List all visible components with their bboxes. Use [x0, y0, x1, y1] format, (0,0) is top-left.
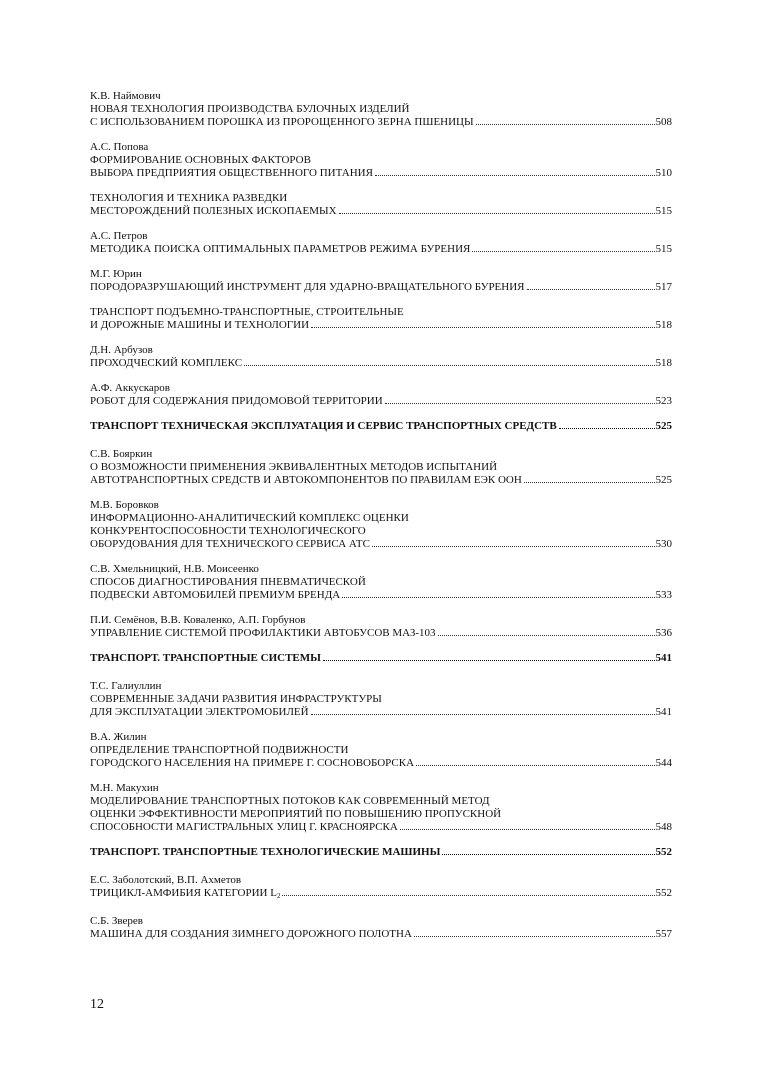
- entry-page-number: 510: [655, 167, 672, 179]
- entry-title-line: [90, 205, 337, 218]
- entry-title-line: [90, 706, 309, 719]
- entry-title-line: НОВАЯ ТЕХНОЛОГИЯ ПРОИЗВОДСТВА БУЛОЧНЫХ ИЗДЕЛИЙ: [90, 103, 410, 115]
- entry-title-row: [90, 652, 672, 665]
- entry-title-line: [90, 395, 383, 408]
- entry-title-row: [90, 846, 672, 859]
- entry-title-line: [90, 420, 557, 433]
- entry-author: С.В. Бояркин: [90, 448, 153, 460]
- dot-leader: [476, 124, 655, 125]
- entry-title-line: [90, 887, 280, 903]
- entry-title-text: РОБОТ ДЛЯ СОДЕРЖАНИЯ ПРИДОМОВОЙ ТЕРРИТОРИИ: [90, 395, 383, 407]
- entry-title-line: ИНФОРМАЦИОННО-АНАЛИТИЧЕСКИЙ КОМПЛЕКС ОЦЕНКИ: [90, 512, 409, 524]
- entry-title-text: МАШИНА ДЛЯ СОЗДАНИЯ ЗИМНЕГО ДОРОЖНОГО ПОЛОТНА: [90, 928, 412, 940]
- entry-page-number: 508: [655, 116, 672, 128]
- entry-page-number: 525: [655, 474, 672, 486]
- toc-entry: [90, 268, 672, 294]
- entry-page-number: 557: [655, 928, 672, 940]
- entry-author: А.С. Петров: [90, 230, 148, 242]
- entry-title-line: [90, 357, 242, 370]
- entry-page-number: 552: [655, 846, 672, 858]
- toc-section-heading: [90, 652, 672, 665]
- entry-page-number: 530: [655, 538, 672, 550]
- entry-title-row: [90, 589, 672, 602]
- entry-title-row: [90, 474, 672, 487]
- toc-entry: [90, 499, 672, 551]
- table-of-contents: [90, 90, 672, 953]
- entry-title-line: [90, 757, 414, 770]
- entry-page-number: 525: [655, 420, 672, 432]
- entry-title-line: ТРАНСПОРТ ПОДЪЕМНО-ТРАНСПОРТНЫЕ, СТРОИТЕЛЬНЫЕ: [90, 306, 404, 318]
- dot-leader: [400, 829, 655, 830]
- entry-title-text: ПРОХОДЧЕСКИЙ КОМПЛЕКС: [90, 357, 243, 369]
- toc-entry: [90, 141, 672, 180]
- toc-entry: [90, 344, 672, 370]
- dot-leader: [372, 546, 655, 547]
- entry-title-text: ПОДВЕСКИ АВТОМОБИЛЕЙ ПРЕМИУМ БРЕНДА: [90, 589, 341, 601]
- entry-title-line: [90, 589, 340, 602]
- entry-title-line: [90, 474, 522, 487]
- entry-title-text: МЕСТОРОЖДЕНИЙ ПОЛЕЗНЫХ ИСКОПАЕМЫХ: [90, 205, 337, 217]
- entry-title-row: [90, 706, 672, 719]
- entry-title-line: КОНКУРЕНТОСПОСОБНОСТИ ТЕХНОЛОГИЧЕСКОГО: [90, 525, 366, 537]
- toc-entry: [90, 382, 672, 408]
- entry-author: Т.С. Галиуллин: [90, 680, 162, 692]
- entry-author: Е.С. Заболотский, В.П. Ахметов: [90, 874, 242, 886]
- dot-leader: [342, 597, 654, 598]
- entry-title-text: ОБОРУДОВАНИЯ ДЛЯ ТЕХНИЧЕСКОГО СЕРВИСА АТС: [90, 538, 370, 550]
- dot-leader: [282, 895, 654, 896]
- entry-title-row: [90, 821, 672, 834]
- dot-leader: [438, 635, 655, 636]
- entry-title-line: [90, 821, 398, 834]
- toc-entry: [90, 614, 672, 640]
- entry-title-line: [90, 116, 474, 129]
- entry-page-number: 523: [655, 395, 672, 407]
- toc-entry: [90, 874, 672, 903]
- entry-author: М.Г. Юрин: [90, 268, 142, 280]
- entry-author: С.Б. Зверев: [90, 915, 144, 927]
- toc-entry: [90, 90, 672, 129]
- entry-title-row: [90, 243, 672, 256]
- entry-author: А.С. Попова: [90, 141, 149, 153]
- entry-title-text: УПРАВЛЕНИЕ СИСТЕМОЙ ПРОФИЛАКТИКИ АВТОБУСОВ МАЗ-103: [90, 627, 436, 639]
- toc-entry: [90, 731, 672, 770]
- entry-author: М.В. Боровков: [90, 499, 159, 511]
- entry-page-number: 552: [655, 887, 672, 899]
- entry-title-row: [90, 928, 672, 941]
- dot-leader: [339, 213, 655, 214]
- entry-title-line: [90, 167, 373, 180]
- entry-title-text: ПОРОДОРАЗРУШАЮЩИЙ ИНСТРУМЕНТ ДЛЯ УДАРНО-ВРАЩАТЕЛЬНОГО БУРЕНИЯ: [90, 281, 525, 293]
- toc-entry: [90, 230, 672, 256]
- entry-author: С.В. Хмельницкий, Н.В. Моисеенко: [90, 563, 259, 575]
- entry-author: В.А. Жилин: [90, 731, 147, 743]
- entry-title-text: ТРАНСПОРТ. ТРАНСПОРТНЫЕ СИСТЕМЫ: [90, 652, 321, 664]
- entry-title-text: ТРАНСПОРТ ТЕХНИЧЕСКАЯ ЭКСПЛУАТАЦИЯ И СЕРВИС ТРАНСПОРТНЫХ СРЕДСТВ: [90, 420, 557, 432]
- dot-leader: [527, 289, 655, 290]
- entry-title-row: [90, 420, 672, 433]
- toc-entry: [90, 915, 672, 941]
- entry-title-line: ФОРМИРОВАНИЕ ОСНОВНЫХ ФАКТОРОВ: [90, 154, 311, 166]
- entry-title-text: СПОСОБНОСТИ МАГИСТРАЛЬНЫХ УЛИЦ Г. КРАСНОЯРСКА: [90, 821, 398, 833]
- dot-leader: [375, 175, 655, 176]
- entry-title-row: [90, 538, 672, 551]
- toc-entry: [90, 782, 672, 834]
- toc-entry: [90, 192, 672, 218]
- entry-page-number: 548: [655, 821, 672, 833]
- entry-title-text: АВТОТРАНСПОРТНЫХ СРЕДСТВ И АВТОКОМПОНЕНТОВ ПО ПРАВИЛАМ ЕЭК ООН: [90, 474, 522, 486]
- entry-title-line: СПОСОБ ДИАГНОСТИРОВАНИЯ ПНЕВМАТИЧЕСКОЙ: [90, 576, 366, 588]
- dot-leader: [524, 482, 655, 483]
- entry-title-text: ТРИЦИКЛ-АМФИБИЯ КАТЕГОРИИ L: [90, 887, 277, 899]
- entry-title-line: ТЕХНОЛОГИЯ И ТЕХНИКА РАЗВЕДКИ: [90, 192, 288, 204]
- entry-title-row: [90, 281, 672, 294]
- entry-title-text: С ИСПОЛЬЗОВАНИЕМ ПОРОШКА ИЗ ПРОРОЩЕННОГО ЗЕРНА ПШЕНИЦЫ: [90, 116, 474, 128]
- entry-page-number: 518: [655, 357, 672, 369]
- entry-title-text: ВЫБОРА ПРЕДПРИЯТИЯ ОБЩЕСТВЕННОГО ПИТАНИЯ: [90, 167, 373, 179]
- entry-page-number: 536: [655, 627, 672, 639]
- entry-title-subscript: 2: [276, 892, 281, 900]
- entry-title-line: [90, 627, 436, 640]
- entry-title-line: О ВОЗМОЖНОСТИ ПРИМЕНЕНИЯ ЭКВИВАЛЕНТНЫХ МЕТОДОВ ИСПЫТАНИЙ: [90, 461, 498, 473]
- toc-section-heading: [90, 420, 672, 433]
- dot-leader: [416, 765, 654, 766]
- entry-title-line: [90, 538, 370, 551]
- entry-author: П.И. Семёнов, В.В. Коваленко, А.П. Горбунов: [90, 614, 306, 626]
- entry-title-row: [90, 395, 672, 408]
- entry-title-line: [90, 928, 412, 941]
- toc-entry: [90, 563, 672, 602]
- entry-page-number: 533: [655, 589, 672, 601]
- entry-title-row: [90, 357, 672, 370]
- toc-entry: [90, 680, 672, 719]
- dot-leader: [311, 714, 655, 715]
- entry-page-number: 515: [655, 205, 672, 217]
- entry-page-number: 544: [655, 757, 672, 769]
- entry-title-line: [90, 281, 525, 294]
- entry-title-line: [90, 846, 440, 859]
- entry-title-line: [90, 243, 470, 256]
- dot-leader: [244, 365, 654, 366]
- dot-leader: [442, 854, 654, 855]
- dot-leader: [323, 660, 655, 661]
- toc-section-heading: [90, 846, 672, 859]
- entry-page-number: 517: [655, 281, 672, 293]
- entry-title-text: ДЛЯ ЭКСПЛУАТАЦИИ ЭЛЕКТРОМОБИЛЕЙ: [90, 706, 309, 718]
- entry-page-number: 541: [655, 652, 672, 664]
- entry-title-line: ОЦЕНКИ ЭФФЕКТИВНОСТИ МЕРОПРИЯТИЙ ПО ПОВЫШЕНИЮ ПРОПУСКНОЙ: [90, 808, 502, 820]
- dot-leader: [559, 428, 655, 429]
- entry-author: Д.Н. Арбузов: [90, 344, 153, 356]
- entry-title-line: ОПРЕДЕЛЕНИЕ ТРАНСПОРТНОЙ ПОДВИЖНОСТИ: [90, 744, 349, 756]
- dot-leader: [385, 403, 655, 404]
- entry-title-line: МОДЕЛИРОВАНИЕ ТРАНСПОРТНЫХ ПОТОКОВ КАК СОВРЕМЕННЫЙ МЕТОД: [90, 795, 490, 807]
- entry-title-row: [90, 319, 672, 332]
- page-number: 12: [90, 997, 104, 1012]
- toc-entry: [90, 448, 672, 487]
- entry-title-row: [90, 757, 672, 770]
- entry-title-line: [90, 319, 309, 332]
- entry-page-number: 518: [655, 319, 672, 331]
- entry-title-line: СОВРЕМЕННЫЕ ЗАДАЧИ РАЗВИТИЯ ИНФРАСТРУКТУРЫ: [90, 693, 382, 705]
- entry-author: К.В. Наймович: [90, 90, 161, 102]
- entry-page-number: 515: [655, 243, 672, 255]
- entry-title-text: МЕТОДИКА ПОИСКА ОПТИМАЛЬНЫХ ПАРАМЕТРОВ РЕЖИМА БУРЕНИЯ: [90, 243, 471, 255]
- dot-leader: [414, 936, 655, 937]
- entry-title-line: [90, 652, 321, 665]
- entry-author: М.Н. Макухин: [90, 782, 159, 794]
- entry-title-row: [90, 205, 672, 218]
- entry-author: А.Ф. Аккускаров: [90, 382, 170, 394]
- toc-entry: [90, 306, 672, 332]
- entry-title-row: [90, 167, 672, 180]
- dot-leader: [311, 327, 654, 328]
- entry-title-row: [90, 627, 672, 640]
- entry-title-text: ТРАНСПОРТ. ТРАНСПОРТНЫЕ ТЕХНОЛОГИЧЕСКИЕ МАШИНЫ: [90, 846, 441, 858]
- entry-title-text: И ДОРОЖНЫЕ МАШИНЫ И ТЕХНОЛОГИИ: [90, 319, 310, 331]
- entry-page-number: 541: [655, 706, 672, 718]
- entry-title-text: ГОРОДСКОГО НАСЕЛЕНИЯ НА ПРИМЕРЕ Г. СОСНОВОБОРСКА: [90, 757, 415, 769]
- dot-leader: [472, 251, 654, 252]
- entry-title-row: [90, 887, 672, 903]
- entry-title-row: [90, 116, 672, 129]
